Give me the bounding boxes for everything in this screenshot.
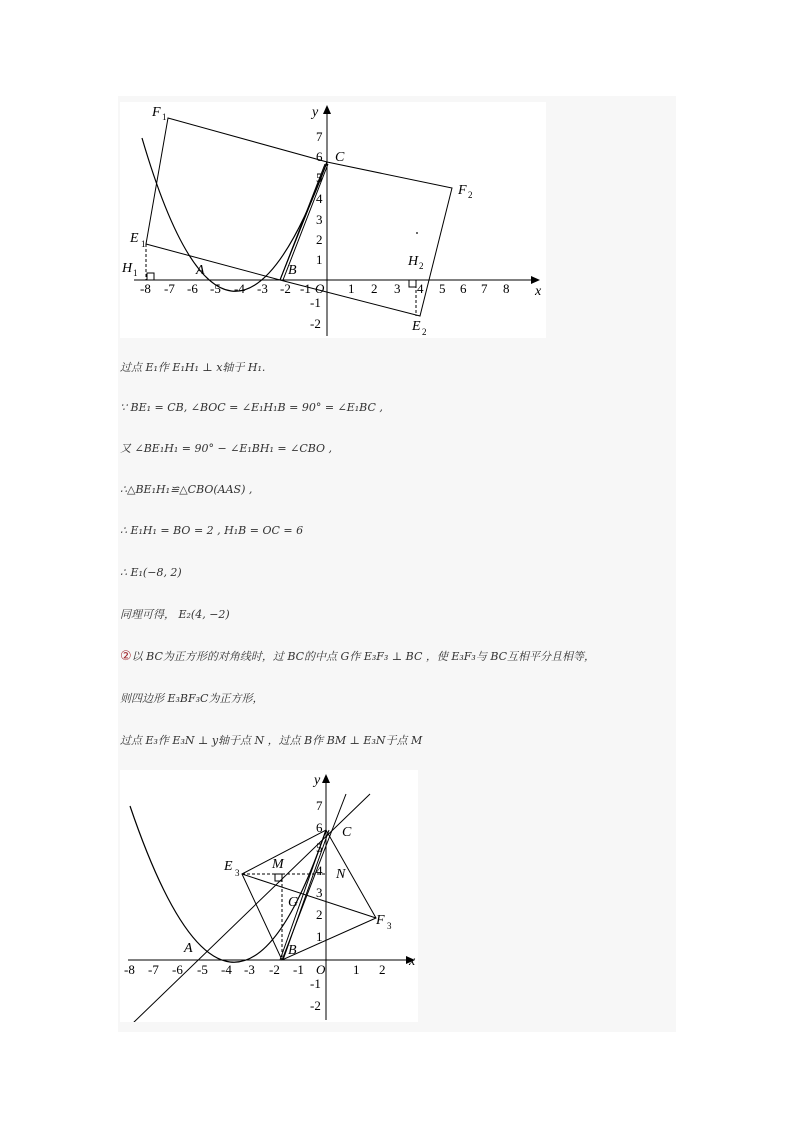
y-tick-label: -2 — [310, 316, 321, 331]
case-text: 以 BC为正方形的对角线时，过 BC的中点 G作 E₃F₃ ⊥ BC ，使 E₃F₃与 BC互相平分且相等， — [131, 650, 596, 663]
point-label-sub: 1 — [133, 268, 138, 278]
x-axis-label: x — [409, 954, 416, 969]
x-tick-label: -4 — [221, 962, 232, 977]
x-tick-label: -8 — [124, 962, 135, 977]
y-tick-label: 2 — [316, 232, 323, 247]
x-tick-label: O — [315, 281, 325, 296]
y-axis-label: y — [312, 105, 319, 120]
y-tick-label: 1 — [316, 252, 323, 267]
line-text: 则四边形 E₃BF₃C为正方形， — [120, 692, 264, 705]
point-label-sub: 2 — [468, 190, 473, 200]
point-label-f1: F — [152, 105, 161, 120]
line-text: 又 ∠BE₁H₁ = 90° − ∠E₁BH₁ = ∠CBO , — [120, 442, 333, 455]
x-tick-label: 1 — [353, 962, 360, 977]
solution-line-10 — [120, 732, 422, 750]
y-tick-label: 5 — [316, 170, 323, 185]
x-tick-label: -7 — [148, 962, 159, 977]
solution-line-8 — [120, 648, 595, 666]
x-tick-label: 7 — [481, 281, 488, 296]
x-tick-label: -6 — [187, 281, 198, 296]
line-text: 过点 E₃作 E₃N ⊥ y轴于点 N ，过点 B作 BM ⊥ E₃N于点 M — [120, 734, 423, 747]
line-text: 同理可得， E₂(4, −2) — [120, 608, 230, 621]
x-tick-label: -5 — [197, 962, 208, 977]
x-tick-label: 8 — [503, 281, 510, 296]
y-tick-label: 4 — [316, 191, 323, 206]
y-tick-label: 5 — [316, 840, 323, 855]
x-tick-label: -8 — [140, 281, 151, 296]
x-tick-label: 2 — [371, 281, 378, 296]
point-label-sub: 2 — [422, 327, 427, 337]
y-tick-label: 3 — [316, 212, 323, 227]
y-tick-label: 1 — [316, 929, 323, 944]
point-label-g: G — [288, 895, 299, 910]
point-label-sub: 2 — [419, 261, 424, 271]
x-tick-label: -2 — [280, 281, 291, 296]
solution-line-4 — [120, 481, 252, 499]
point-label-n: N — [336, 867, 346, 882]
line-text: ∴ E₁H₁ = BO = 2 , H₁B = OC = 6 — [120, 524, 304, 537]
point-label-h2: H — [408, 254, 419, 269]
x-tick-label: 5 — [439, 281, 446, 296]
y-axis-tick-labels — [310, 129, 323, 331]
line-text: 过点 E₁作 E₁H₁ ⊥ x轴于 H₁. — [120, 361, 266, 374]
x-tick-label: 3 — [394, 281, 401, 296]
point-label-sub: 1 — [141, 239, 146, 249]
point-label-c: C — [342, 825, 352, 840]
point-label-sub: 1 — [162, 112, 167, 122]
y-tick-label: 2 — [316, 907, 323, 922]
figure-2-coordinate-diagram — [120, 770, 418, 1022]
x-tick-label: 6 — [460, 281, 467, 296]
point-label-b: B — [288, 943, 297, 958]
y-tick-label: 4 — [316, 863, 323, 878]
point-label-e2: E — [412, 319, 421, 334]
x-tick-label: -3 — [244, 962, 255, 977]
x-tick-label: 4 — [417, 281, 424, 296]
point-label-f3: F — [376, 913, 385, 928]
point-label-sub: 3 — [387, 921, 392, 931]
point-label-e3: E — [224, 859, 233, 874]
solution-line-7 — [120, 606, 230, 624]
x-tick-label: -6 — [172, 962, 183, 977]
x-tick-label: -1 — [300, 281, 311, 296]
solution-line-3 — [120, 440, 332, 458]
y-tick-label: 7 — [316, 129, 323, 144]
x-axis-label: x — [535, 284, 542, 299]
point-label-m: M — [272, 857, 284, 872]
x-tick-label: O — [316, 962, 326, 977]
y-axis-tick-labels — [310, 798, 323, 1013]
x-tick-label: -3 — [257, 281, 268, 296]
case-number: ② — [120, 649, 132, 664]
y-tick-label: -2 — [310, 998, 321, 1013]
point-label-b: B — [288, 263, 297, 278]
solution-line-6 — [120, 564, 182, 582]
point-label-sub: 3 — [235, 868, 240, 878]
document-page — [118, 96, 676, 1032]
y-tick-label: 7 — [316, 798, 323, 813]
y-tick-label: -1 — [310, 976, 321, 991]
y-tick-label: 6 — [316, 149, 323, 164]
line-text: ∵ BE₁ = CB, ∠BOC = ∠E₁H₁B = 90° = ∠E₁BC , — [120, 401, 383, 414]
line-text: ∴ E₁(−8, 2) — [120, 566, 182, 579]
point-label-f2: F — [458, 183, 467, 198]
solution-line-1 — [120, 359, 265, 377]
solution-line-2 — [120, 399, 383, 417]
point-label-h1: H — [122, 261, 133, 276]
x-tick-label: -1 — [293, 962, 304, 977]
y-tick-label: 6 — [316, 820, 323, 835]
solution-line-9 — [120, 690, 263, 708]
x-tick-label: -5 — [210, 281, 221, 296]
y-tick-label: -1 — [310, 295, 321, 310]
y-tick-label: 3 — [316, 885, 323, 900]
x-axis-tick-labels — [140, 281, 510, 296]
x-tick-label: -7 — [164, 281, 175, 296]
point-label-c: C — [335, 150, 345, 165]
x-tick-label: 1 — [348, 281, 355, 296]
point-label-a: A — [196, 263, 205, 278]
solution-line-5 — [120, 522, 303, 540]
line-text: ∴△BE₁H₁≌△CBO(AAS) , — [120, 483, 253, 496]
figure-1-coordinate-diagram — [120, 102, 546, 338]
y-axis-label: y — [314, 773, 321, 788]
point-label-e1: E — [130, 231, 139, 246]
x-axis-tick-labels — [124, 962, 386, 977]
x-tick-label: -4 — [234, 281, 245, 296]
point-label-a: A — [184, 941, 193, 956]
x-tick-label: -2 — [269, 962, 280, 977]
x-tick-label: 2 — [379, 962, 386, 977]
